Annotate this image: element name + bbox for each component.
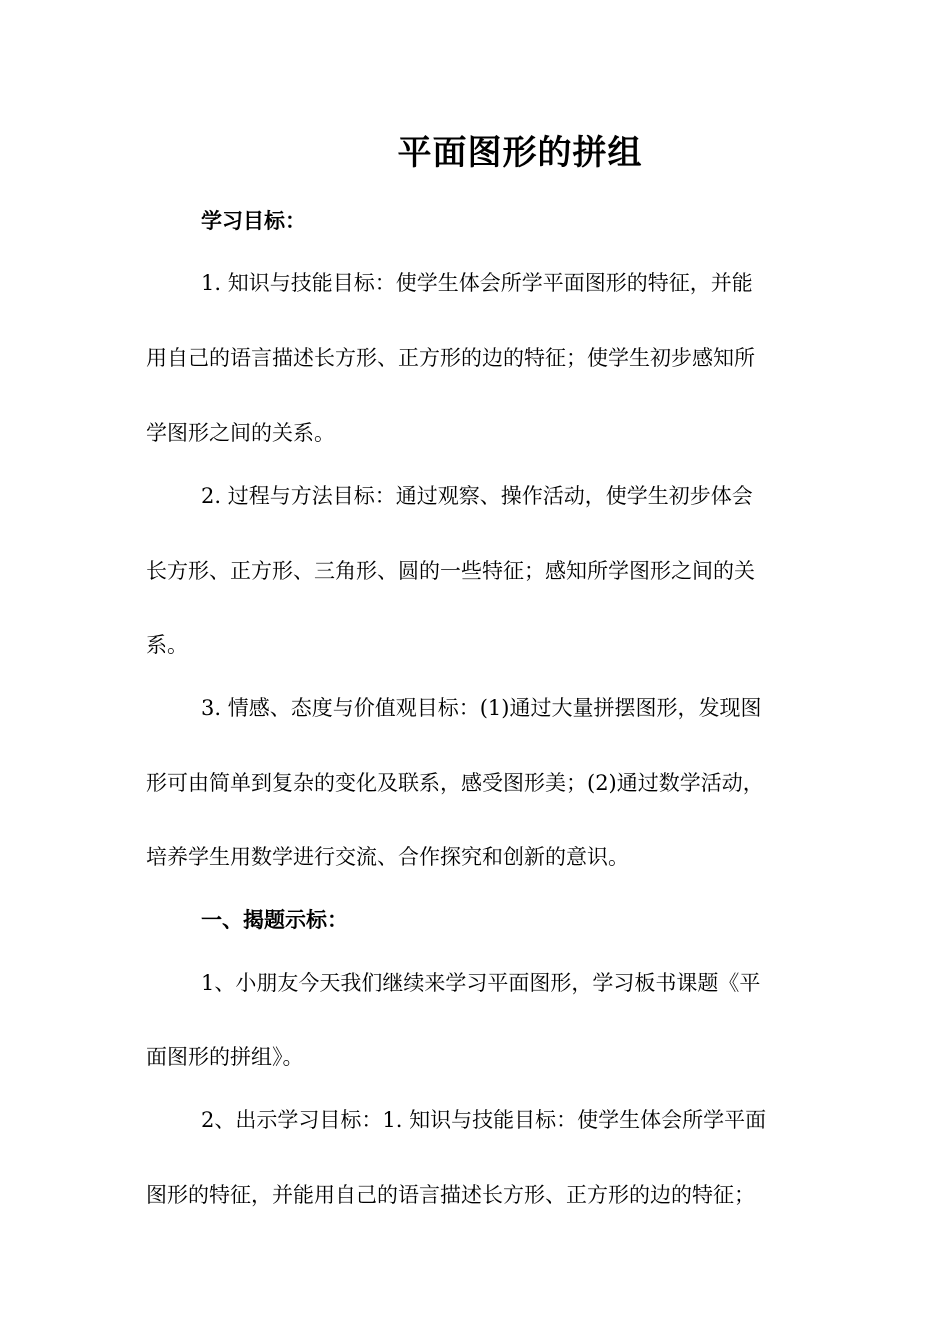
paragraph-line: 学图形之间的关系。 xyxy=(146,421,335,445)
paragraph-line: 1、小朋友今天我们继续来学习平面图形，学习板书课题《平 xyxy=(201,971,761,995)
paragraph-line: 培养学生用数学进行交流、合作探究和创新的意识。 xyxy=(146,845,629,869)
paragraph-line: 图形的特征，并能用自己的语言描述长方形、正方形的边的特征； xyxy=(146,1183,755,1207)
document-title: 平面图形的拼组 xyxy=(397,133,643,173)
section-heading-intro: 一、揭题示标： xyxy=(201,907,348,932)
section-heading-learning-objectives: 学习目标： xyxy=(201,208,306,233)
paragraph-line: 面图形的拼组》。 xyxy=(146,1045,304,1069)
paragraph-line: 2、出示学习目标：1. 知识与技能目标：使学生体会所学平面 xyxy=(201,1108,767,1132)
paragraph-line: 形可由简单到复杂的变化及联系，感受图形美；(2)通过数学活动， xyxy=(146,771,764,795)
paragraph-line: 系。 xyxy=(146,633,188,657)
paragraph-line: 2. 过程与方法目标：通过观察、操作活动，使学生初步体会 xyxy=(201,484,753,508)
paragraph-line: 长方形、正方形、三角形、圆的一些特征；感知所学图形之间的关 xyxy=(146,559,755,583)
paragraph-line: 3. 情感、态度与价值观目标：(1)通过大量拼摆图形，发现图 xyxy=(201,696,762,720)
paragraph-line: 1. 知识与技能目标：使学生体会所学平面图形的特征，并能 xyxy=(201,271,753,295)
paragraph-line: 用自己的语言描述长方形、正方形的边的特征；使学生初步感知所 xyxy=(146,346,755,370)
